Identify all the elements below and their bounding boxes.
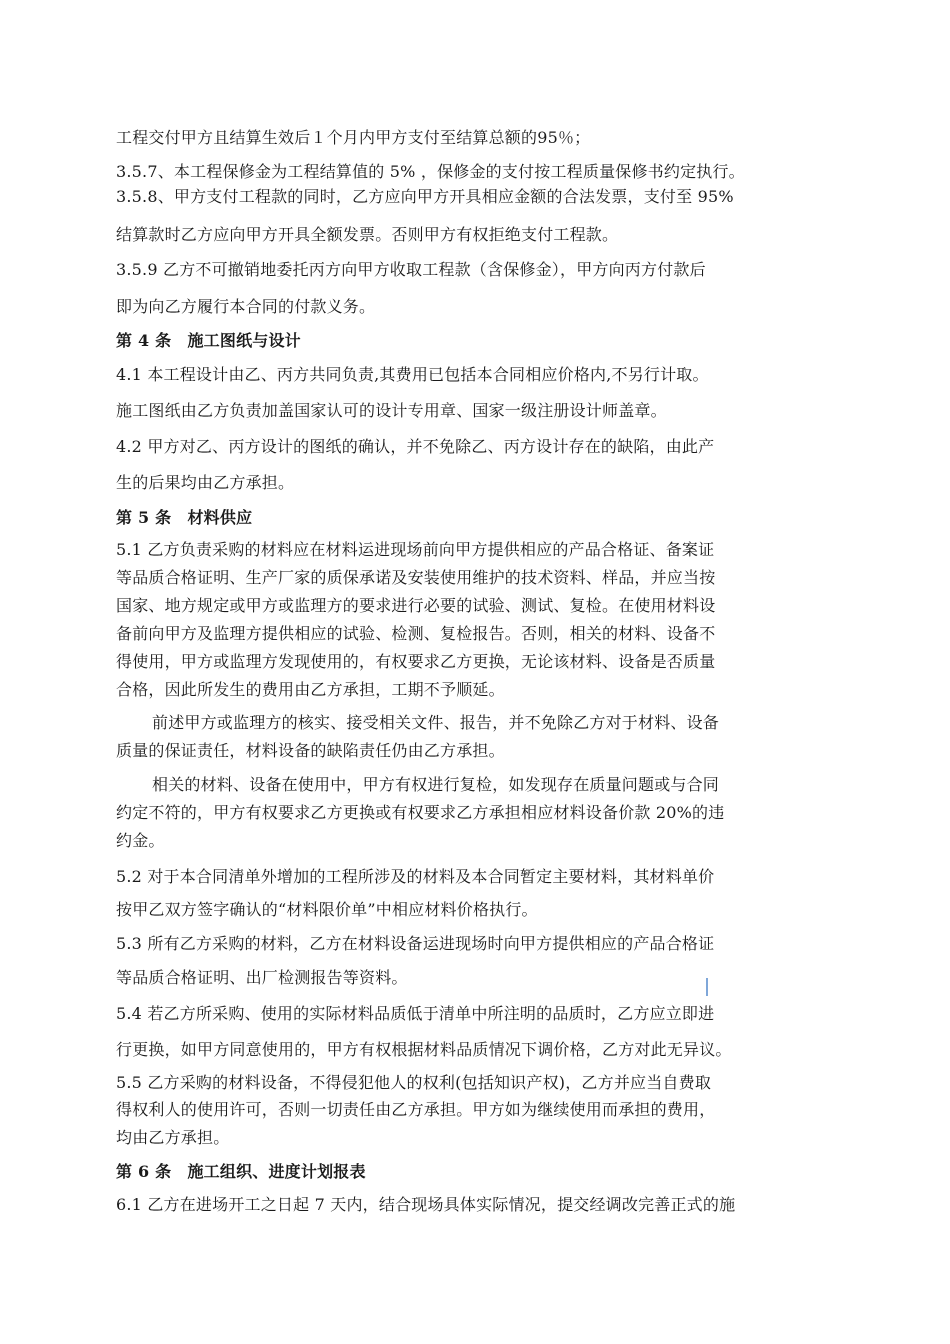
paragraph-line: 按甲乙双方签字确认的“材料限价单”中相应材料价格执行。 (116, 900, 538, 919)
paragraph-line: 得使用，甲方或监理方发现使用的，有权要求乙方更换，无论该材料、设备是否质量 (116, 652, 716, 671)
paragraph-line: 结算款时乙方应向甲方开具全额发票。否则甲方有权拒绝支付工程款。 (116, 225, 619, 244)
paragraph-line: 约金。 (116, 831, 165, 850)
paragraph-line: 相关的材料、设备在使用中，甲方有权进行复检，如发现存在质量问题或与合同 (152, 775, 720, 794)
section-heading: 第 6 条 施工组织、进度计划报表 (116, 1162, 366, 1181)
paragraph-line: 4.1 本工程设计由乙、丙方共同负责,其费用已包括本合同相应价格内,不另行计取。 (116, 365, 709, 384)
paragraph-line: 生的后果均由乙方承担。 (116, 473, 295, 492)
paragraph-line: 3.5.9 乙方不可撤销地委托丙方向甲方收取工程款（含保修金），甲方向丙方付款后 (116, 260, 706, 279)
paragraph-line: 合格，因此所发生的费用由乙方承担，工期不予顺延。 (116, 680, 505, 699)
section-heading: 第 4 条 施工图纸与设计 (116, 331, 301, 350)
paragraph-line: 等品质合格证明、生产厂家的质保承诺及安装使用维护的技术资料、样品，并应当按 (116, 568, 716, 587)
paragraph-line: 行更换，如甲方同意使用的，甲方有权根据材料品质情况下调价格，乙方对此无异议。 (116, 1040, 732, 1059)
paragraph-line: 5.4 若乙方所采购、使用的实际材料品质低于清单中所注明的品质时，乙方应立即进 (116, 1004, 715, 1023)
text-cursor (706, 978, 708, 996)
paragraph-line: 即为向乙方履行本合同的付款义务。 (116, 297, 376, 316)
paragraph-line: 施工图纸由乙方负责加盖国家认可的设计专用章、国家一级注册设计师盖章。 (116, 401, 667, 420)
paragraph-line: 5.1 乙方负责采购的材料应在材料运进现场前向甲方提供相应的产品合格证、备案证 (116, 540, 715, 559)
paragraph-line: 得权利人的使用许可，否则一切责任由乙方承担。甲方如为继续使用而承担的费用， (116, 1100, 716, 1119)
paragraph-line: 3.5.8、甲方支付工程款的同时，乙方应向甲方开具相应金额的合法发票，支付至 95% (116, 187, 734, 206)
paragraph-line: 前述甲方或监理方的核实、接受相关文件、报告，并不免除乙方对于材料、设备 (152, 713, 720, 732)
paragraph-line: 约定不符的，甲方有权要求乙方更换或有权要求乙方承担相应材料设备价款 20%的违 (116, 803, 725, 822)
paragraph-line: 等品质合格证明、出厂检测报告等资料。 (116, 968, 408, 987)
paragraph-line: 5.2 对于本合同清单外增加的工程所涉及的材料及本合同暂定主要材料，其材料单价 (116, 867, 715, 886)
paragraph-line: 5.5 乙方采购的材料设备，不得侵犯他人的权利(包括知识产权)，乙方并应当自费取 (116, 1073, 712, 1092)
paragraph-line: 5.3 所有乙方采购的材料，乙方在材料设备运进现场时向甲方提供相应的产品合格证 (116, 934, 715, 953)
paragraph-line: 3.5.7、本工程保修金为工程结算值的 5% ，保修金的支付按工程质量保修书约定执行。 (116, 162, 745, 181)
paragraph-line: 均由乙方承担。 (116, 1128, 230, 1147)
paragraph-line: 备前向甲方及监理方提供相应的试验、检测、复检报告。否则，相关的材料、设备不 (116, 624, 716, 643)
section-heading: 第 5 条 材料供应 (116, 508, 253, 527)
paragraph-line: 6.1 乙方在进场开工之日起 7 天内，结合现场具体实际情况，提交经调改完善正式的施 (116, 1195, 736, 1214)
paragraph-line: 4.2 甲方对乙、丙方设计的图纸的确认，并不免除乙、丙方设计存在的缺陷，由此产 (116, 437, 715, 456)
paragraph-line: 国家、地方规定或甲方或监理方的要求进行必要的试验、测试、复检。在使用材料设 (116, 596, 716, 615)
paragraph-line: 工程交付甲方且结算生效后１个月内甲方支付至结算总额的95％； (116, 128, 591, 147)
paragraph-line: 质量的保证责任，材料设备的缺陷责任仍由乙方承担。 (116, 741, 505, 760)
